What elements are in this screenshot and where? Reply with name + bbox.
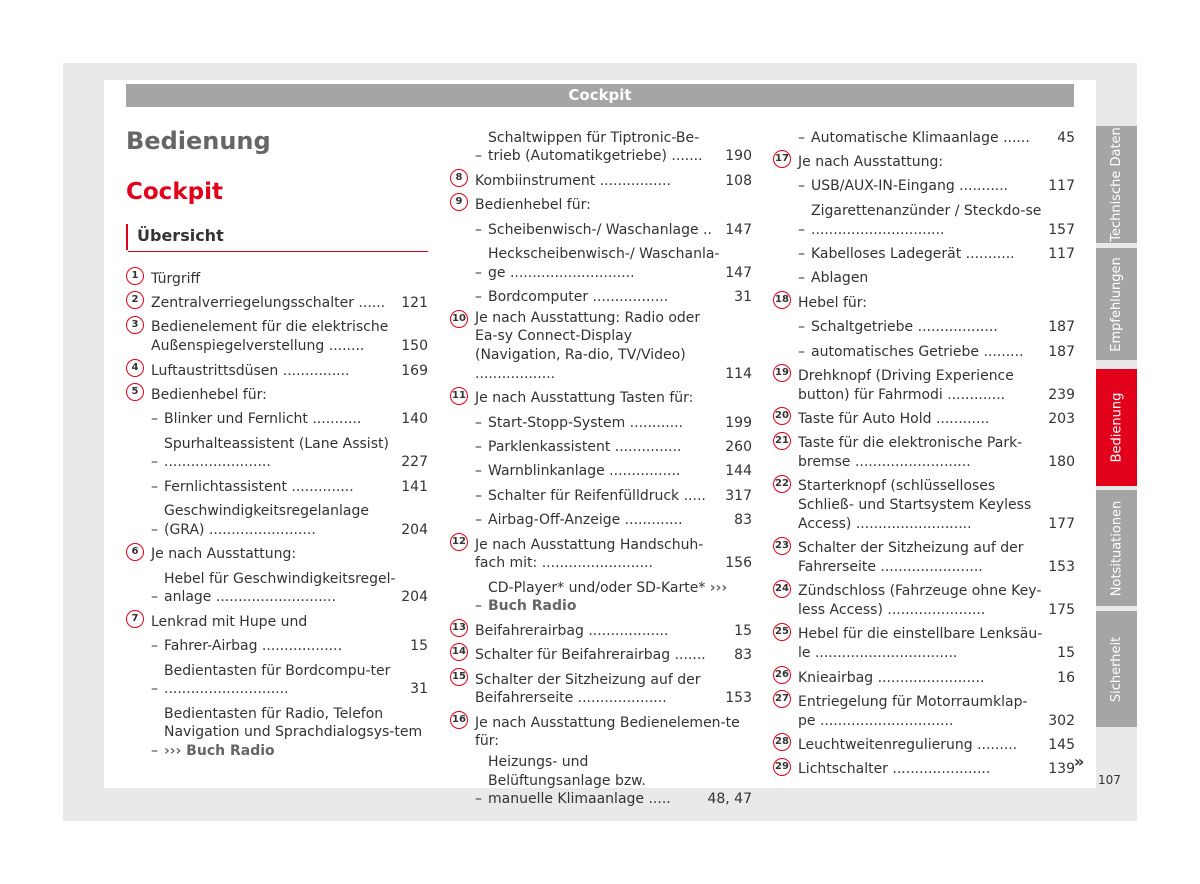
page-reference: 187 xyxy=(1048,319,1075,336)
list-item xyxy=(773,406,1075,430)
list-subitem: – Zigarettenanzünder / Steckdo-se .............................. 157 xyxy=(798,202,1075,238)
item-label: Je nach Ausstattung: xyxy=(798,154,944,171)
list-subitem: – Heizungs- und Belüftungsanlage bzw. manuelle Klimaanlage ..... 48, 47 xyxy=(475,754,752,808)
list-subitem: – CD-Player* und/oder SD-Karte* ››› Buch Radio xyxy=(475,579,728,615)
item-number-badge: 7 xyxy=(126,610,144,628)
item-label: Kombiinstrument ................ xyxy=(475,172,671,189)
item-label: Taste für Auto Hold ............ xyxy=(798,411,990,427)
list-subitem: – Start-Stopp-System ............ 199 xyxy=(475,414,752,431)
item-number-badge: 26 xyxy=(773,666,791,684)
item-label: Schaltwippen für Tiptronic-Be-trieb (Automatikgetriebe) ....... xyxy=(488,129,703,165)
item-label: Blinker und Fernlicht ........... xyxy=(164,411,362,428)
list-item xyxy=(450,710,752,753)
item-label: Heckscheibenwisch-/ Waschanla-ge ............................ xyxy=(488,245,720,281)
list-item xyxy=(773,689,1075,732)
list-subitem: – Scheibenwisch-/ Waschanlage .. 147 xyxy=(475,221,752,238)
list-item xyxy=(773,431,1075,474)
list-subitem: – Schalter für Reifenfülldruck ..... 317 xyxy=(475,487,752,504)
list-item xyxy=(450,532,752,575)
list-item xyxy=(773,757,1075,781)
item-label: Starterknopf (schlüsselloses Schließ- und Startsystem Keyless Access) .......................... xyxy=(798,478,1032,532)
list-subitem: – Blinker und Fernlicht ........... 140 xyxy=(151,411,428,428)
list-subitem: – Ablagen xyxy=(798,270,869,287)
item-label: Zündschloss (Fahrzeuge ohne Key-less Access) ...................... xyxy=(798,583,1042,619)
page-reference: 121 xyxy=(401,295,428,312)
page-reference: 147 xyxy=(725,264,752,281)
list-subitem: – Fernlichtassistent .............. 141 xyxy=(151,478,428,495)
overview-list-3 xyxy=(773,125,1075,781)
page-reference: 15 xyxy=(410,638,428,655)
page-reference: 144 xyxy=(725,463,752,480)
page-reference: 157 xyxy=(1048,221,1075,238)
item-label: Kabelloses Ladegerät ........... xyxy=(811,245,1015,262)
item-label: Warnblinkanlage ................ xyxy=(488,463,681,480)
item-label: Fernlichtassistent .............. xyxy=(164,478,354,495)
list-subitem: – Bordcomputer ................. 31 xyxy=(475,289,752,306)
continue-arrow-icon: » xyxy=(1074,752,1085,771)
list-subitem: – Hebel für Geschwindigkeitsregel-anlage ........................... 204 xyxy=(151,570,428,606)
list-item xyxy=(773,149,1075,173)
item-label: Schalter der Sitzheizung auf der Beifahrerseite .................... xyxy=(475,671,701,707)
item-number-badge: 8 xyxy=(450,169,468,187)
item-label: Taste für die elektronische Park-bremse .......................... xyxy=(798,435,1023,471)
list-subitem: – Warnblinkanlage ................ 144 xyxy=(475,463,752,480)
item-label: Lenkrad mit Hupe und xyxy=(151,613,308,630)
page-reference: 239 xyxy=(1048,386,1075,403)
item-number-badge: 12 xyxy=(450,533,468,551)
page-reference: 83 xyxy=(734,647,752,664)
list-item xyxy=(773,732,1075,756)
cross-reference-link[interactable]: ››› Buch Radio xyxy=(488,579,728,615)
page-reference: 302 xyxy=(1048,712,1075,729)
item-label: Fahrer-Airbag .................. xyxy=(164,638,343,655)
item-number-badge: 23 xyxy=(773,537,791,555)
list-subitem: – Schaltgetriebe .................. 187 xyxy=(798,319,1075,336)
item-label: Je nach Ausstattung Tasten für: xyxy=(475,390,694,407)
list-item xyxy=(126,609,428,633)
item-number-badge: 5 xyxy=(126,383,144,401)
list-item xyxy=(450,642,752,666)
column-3 xyxy=(773,125,1075,781)
item-label: Hebel für die einstellbare Lenksäu-le ................................ xyxy=(798,626,1043,662)
item-number-badge: 27 xyxy=(773,690,791,708)
item-label: Heizungs- und Belüftungsanlage bzw. manuelle Klimaanlage ..... xyxy=(488,754,671,808)
chapter-header: Cockpit xyxy=(126,84,1074,107)
page-reference: 317 xyxy=(725,487,752,504)
item-label: Hebel für Geschwindigkeitsregel-anlage ........................... xyxy=(164,570,396,606)
item-label: Knieairbag ........................ xyxy=(798,669,985,686)
page-reference: 117 xyxy=(1048,178,1075,195)
item-label: Schaltgetriebe .................. xyxy=(811,319,998,336)
page-reference: 83 xyxy=(734,512,752,529)
page-reference: 175 xyxy=(1048,602,1075,619)
item-label: Spurhalteassistent (Lane Assist) ........................ xyxy=(164,435,389,471)
item-label: Bedienhebel für: xyxy=(151,386,267,403)
list-item xyxy=(773,290,1075,314)
list-subitem: – Fahrer-Airbag .................. 15 xyxy=(151,638,428,655)
page-reference: 204 xyxy=(401,589,428,606)
item-label: Bedienhebel für: xyxy=(475,197,591,214)
page-reference: 139 xyxy=(1048,761,1075,778)
page-reference: 141 xyxy=(401,478,428,495)
item-number-badge: 15 xyxy=(450,668,468,686)
item-number-badge: 20 xyxy=(773,407,791,425)
item-label: Hebel für: xyxy=(798,294,868,311)
page-number: 107 xyxy=(1098,773,1121,787)
list-item xyxy=(773,536,1075,579)
list-subitem: – Bedientasten für Bordcompu-ter ............................ 31 xyxy=(151,662,428,698)
item-label: Schalter für Beifahrerairbag ....... xyxy=(475,647,706,664)
item-number-badge: 24 xyxy=(773,580,791,598)
page-reference: 45 xyxy=(1057,129,1075,146)
list-item xyxy=(126,382,428,406)
item-number-badge: 14 xyxy=(450,643,468,661)
page-reference: 15 xyxy=(734,622,752,639)
section-title: Cockpit xyxy=(126,179,223,205)
page-reference: 260 xyxy=(725,439,752,456)
page-reference: 227 xyxy=(401,454,428,471)
item-label: Leuchtweitenregulierung ......... xyxy=(798,737,1018,754)
item-number-badge: 13 xyxy=(450,619,468,637)
subsection-title: Übersicht xyxy=(126,224,428,250)
page-heading: Bedienung xyxy=(126,127,271,155)
page-reference: 177 xyxy=(1048,515,1075,532)
item-number-badge: 19 xyxy=(773,364,791,382)
item-label: Je nach Ausstattung Handschuh-fach mit: ......................... xyxy=(475,536,704,572)
item-label: USB/AUX-IN-Eingang ........... xyxy=(811,178,1009,195)
list-subitem: – Kabelloses Ladegerät ........... 117 xyxy=(798,245,1075,262)
page-reference: 31 xyxy=(734,289,752,306)
item-number-badge: 2 xyxy=(126,291,144,309)
page-reference: 153 xyxy=(1048,558,1075,575)
item-number-badge: 22 xyxy=(773,475,791,493)
item-label: Geschwindigkeitsregelanlage (GRA) ........................ xyxy=(164,503,369,538)
list-item xyxy=(126,315,428,358)
list-item xyxy=(773,363,1075,406)
overview-list-1 xyxy=(126,266,428,763)
page-reference: 199 xyxy=(725,414,752,431)
page-reference: 153 xyxy=(725,690,752,707)
page-reference: 145 xyxy=(1048,737,1075,754)
list-item xyxy=(773,474,1075,536)
item-number-badge: 6 xyxy=(126,543,144,561)
item-label: Scheibenwisch-/ Waschanlage .. xyxy=(488,221,712,238)
page-reference: 16 xyxy=(1057,669,1075,686)
tab-bedienung[interactable]: Bedienung xyxy=(1096,369,1137,486)
overview-list-2 xyxy=(450,125,752,811)
page-reference: 204 xyxy=(401,521,428,538)
page-reference: 108 xyxy=(725,172,752,189)
list-subitem: – Heckscheibenwisch-/ Waschanla-ge ............................ 147 xyxy=(475,245,752,281)
page-reference: 180 xyxy=(1048,454,1075,471)
item-number-badge: 3 xyxy=(126,316,144,334)
list-subitem: – automatisches Getriebe ......... 187 xyxy=(798,343,1075,360)
item-label: Start-Stopp-System ............ xyxy=(488,414,684,431)
item-label: Parklenkassistent ............... xyxy=(488,439,682,456)
page-reference: 114 xyxy=(725,365,752,382)
item-label: Beifahrerairbag .................. xyxy=(475,622,669,639)
page-reference: 15 xyxy=(1057,645,1075,662)
item-label: Airbag-Off-Anzeige ............. xyxy=(488,512,683,529)
list-item xyxy=(450,386,752,410)
page-reference: 169 xyxy=(401,362,428,379)
list-subitem: – Automatische Klimaanlage ...... 45 xyxy=(798,129,1075,146)
list-item xyxy=(126,290,428,314)
list-item xyxy=(773,665,1075,689)
item-label: Je nach Ausstattung: Radio oder Ea-sy Connect-Display (Navigation, Ra-dio, TV/Video) .................. xyxy=(475,309,701,382)
item-label: Entriegelung für Motorraumklap-pe .............................. xyxy=(798,693,1028,729)
item-label: Je nach Ausstattung Bedienelemen-te für: xyxy=(475,714,740,750)
tab-technische-daten[interactable]: Technische Daten xyxy=(1096,126,1137,243)
item-label: Lichtschalter ...................... xyxy=(798,761,991,778)
cross-reference-link[interactable]: ››› Buch Radio xyxy=(164,743,275,760)
item-label: Bedientasten für Radio, Telefon Navigation und Sprachdialogsys-tem xyxy=(164,705,423,741)
page-reference: 117 xyxy=(1048,245,1075,262)
item-number-badge: 1 xyxy=(126,267,144,285)
item-label: Luftaustrittsdüsen ............... xyxy=(151,362,350,379)
list-item xyxy=(450,192,752,216)
page-reference: 187 xyxy=(1048,343,1075,360)
item-label: Zentralverriegelungsschalter ...... xyxy=(151,295,386,312)
page-reference: 140 xyxy=(401,411,428,428)
item-number-badge: 10 xyxy=(450,310,468,328)
item-label: Bordcomputer ................. xyxy=(488,289,669,306)
tab-notsituationen[interactable]: Notsituationen xyxy=(1096,490,1137,606)
item-number-badge: 28 xyxy=(773,733,791,751)
list-subitem: – USB/AUX-IN-Eingang ........... 117 xyxy=(798,178,1075,195)
list-subitem: – Spurhalteassistent (Lane Assist) ........................ 227 xyxy=(151,435,428,471)
item-number-badge: 18 xyxy=(773,291,791,309)
item-label: Bedientasten für Bordcompu-ter ............................ xyxy=(164,662,391,698)
list-item xyxy=(450,667,752,710)
item-label: Schalter für Reifenfülldruck ..... xyxy=(488,487,706,504)
item-label: automatisches Getriebe ......... xyxy=(811,343,1024,360)
item-number-badge: 21 xyxy=(773,432,791,450)
list-item xyxy=(773,579,1075,622)
column-1 xyxy=(126,120,428,763)
list-subitem: – Bedientasten für Radio, Telefon Navigation und Sprachdialogsys-tem ››› Buch Radio xyxy=(151,705,423,760)
item-number-badge: 9 xyxy=(450,193,468,211)
item-number-badge: 17 xyxy=(773,150,791,168)
list-item xyxy=(450,168,752,192)
item-label: Zigarettenanzünder / Steckdo-se .............................. xyxy=(811,202,1042,238)
page-reference: 31 xyxy=(410,681,428,698)
item-label: Drehknopf (Driving Experience button) für Fahrmodi ............. xyxy=(798,367,1014,403)
tab-sicherheit[interactable]: Sicherheit xyxy=(1096,611,1137,727)
page-reference: 203 xyxy=(1048,411,1075,427)
list-subitem: – Parklenkassistent ............... 260 xyxy=(475,439,752,456)
page-reference: 156 xyxy=(725,555,752,572)
list-item xyxy=(126,542,428,566)
item-label: Automatische Klimaanlage ...... xyxy=(811,129,1030,146)
item-number-badge: 11 xyxy=(450,387,468,405)
page-reference: 147 xyxy=(725,221,752,238)
page-reference: 190 xyxy=(725,148,752,165)
list-subitem: – Geschwindigkeitsregelanlage (GRA) ........................ 204 xyxy=(151,503,428,538)
page-reference: 150 xyxy=(401,338,428,355)
list-item xyxy=(773,622,1075,665)
item-label: CD-Player* und/oder SD-Karte* xyxy=(488,579,706,596)
page-reference: 48, 47 xyxy=(707,791,752,808)
list-item xyxy=(450,309,752,386)
column-2 xyxy=(450,125,752,811)
item-label: Türgriff xyxy=(151,270,201,287)
item-label: Schalter der Sitzheizung auf der Fahrerseite ....................... xyxy=(798,540,1024,575)
item-number-badge: 29 xyxy=(773,758,791,776)
item-number-badge: 4 xyxy=(126,359,144,377)
item-number-badge: 25 xyxy=(773,623,791,641)
list-item xyxy=(126,358,428,382)
list-item xyxy=(450,618,752,642)
item-label: Bedienelement für die elektrische Außenspiegelverstellung ........ xyxy=(151,319,389,355)
item-label: Ablagen xyxy=(811,270,869,287)
list-subitem: – Airbag-Off-Anzeige ............. 83 xyxy=(475,512,752,529)
item-label: Je nach Ausstattung: xyxy=(151,546,297,563)
item-number-badge: 16 xyxy=(450,711,468,729)
list-subitem: – Schaltwippen für Tiptronic-Be-trieb (Automatikgetriebe) ....... 190 xyxy=(475,129,752,165)
tab-empfehlungen[interactable]: Empfehlungen xyxy=(1096,248,1137,360)
list-item xyxy=(126,266,428,290)
